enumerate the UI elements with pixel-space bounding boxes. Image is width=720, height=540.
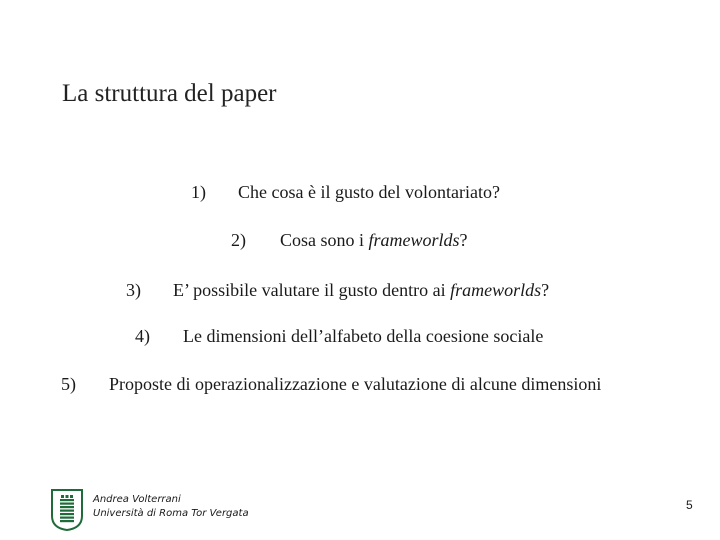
list-item-number: 5)	[61, 374, 76, 394]
list-item-text: E’ possibile valutare il gusto dentro ai frameworlds?	[173, 280, 550, 300]
university-crest-icon	[49, 488, 85, 532]
page-number: 5	[686, 498, 693, 512]
list-item-number: 3)	[126, 280, 141, 300]
list-item-text: Cosa sono i frameworlds?	[280, 230, 468, 250]
list-item-text: Che cosa è il gusto del volontariato?	[238, 182, 500, 202]
list-item-text: Le dimensioni dell’alfabeto della coesione sociale	[183, 326, 544, 346]
list-item-text: Proposte di operazionalizzazione e valutazione di alcune dimensioni	[109, 374, 602, 394]
footer-author-block	[93, 493, 249, 521]
list-item-number: 1)	[191, 182, 206, 202]
footer-author: Andrea Volterrani	[93, 494, 181, 505]
list-item-number: 4)	[135, 326, 150, 346]
list-item-number: 2)	[231, 230, 246, 250]
slide-title: La struttura del paper	[62, 80, 277, 107]
footer-institution: Università di Roma Tor Vergata	[93, 508, 249, 519]
